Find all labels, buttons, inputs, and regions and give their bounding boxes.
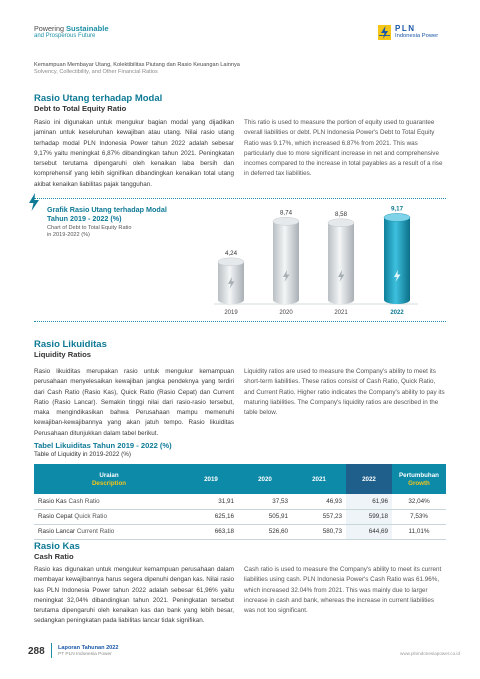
chart-value-label: 9,17 bbox=[390, 205, 404, 213]
chart-category-label: 2022 bbox=[390, 310, 404, 316]
chart-bar-cap bbox=[273, 217, 299, 225]
cell-2019: 663,18 bbox=[184, 524, 238, 539]
brand-tagline-line2: and Prosperous Future bbox=[34, 33, 96, 39]
chart-category-label: 2021 bbox=[334, 310, 348, 316]
section-subtitle-liquidity: Liquidity Ratios bbox=[34, 350, 91, 359]
paragraph-debt-en: This ratio is used to measure the portion of equity used to guarantee overall liabilities or debt. PLN Indonesia Power's Debt to Total Equity Ratio was 9.17%, which increased 6.87% from 2021. This was particularly due to more significant increase in net and comprehensive incomes compared to the increase in total payables as a result of a rise in deferred tax liabilities. bbox=[244, 119, 443, 178]
paragraph-liquidity-en: Liquidity ratios are used to measure the Company's ability to meet its short-term liabilities. These ratios consist of Cash Ratio, Quick Ratio, and Current Ratio. Higher ratio indicates the Company's ability to pay its maturing liabilities. The Company's liquidity ratios are described in the table below. bbox=[244, 368, 445, 417]
cell-growth: 7,53% bbox=[392, 509, 446, 524]
section-title-liquidity: Rasio Likuiditas bbox=[34, 339, 107, 350]
table-row bbox=[34, 524, 446, 539]
breadcrumb: Kemampuan Membayar Utang, Kolektibilitas Piutang dan Rasio Keuangan Lainnya bbox=[34, 62, 240, 68]
footer-report-title: Laporan Tahunan 2022 bbox=[58, 645, 119, 651]
cell-2022: 599,18 bbox=[346, 509, 392, 524]
cell-2021: 580,73 bbox=[292, 524, 346, 539]
paragraph-cash-en: Cash ratio is used to measure the Company's ability to meet its current liabilities using cash. PLN Indonesia Power's Cash Ratio was 61.96%, which increased 32.04% from 2021. This was mainly due to larger increase in cash and bank, whereas the increase in current liabilities was not too significant. bbox=[244, 566, 442, 615]
row-label: Rasio Cepat Quick Ratio bbox=[34, 509, 184, 524]
cell-2020: 505,91 bbox=[238, 509, 292, 524]
cell-growth: 11,01% bbox=[392, 524, 446, 539]
section-subtitle-debt: Debt to Total Equity Ratio bbox=[34, 104, 127, 113]
footer-divider bbox=[51, 643, 52, 658]
paragraph-cash-id: Rasio kas digunakan untuk mengukur kemampuan perusahaan dalam membayar kewajibannya harus segera dipenuhi dengan kas. Nilai rasio kas PLN Indonesia Power tahun 2022 adalah sebesar 61,96% yaitu meningkat 32,04% dibandingkan tahun 2021. Peningkatan tersebut terutama dipengaruhi oleh kenaikan kas dan bank yang lebih besar, sedangkan peningkatan pada liabilitas lancar tidak signifikan. bbox=[34, 566, 234, 625]
cell-2021: 557,23 bbox=[292, 509, 346, 524]
chart-value-label: 8,58 bbox=[334, 210, 348, 218]
chart-value-label: 8,74 bbox=[279, 209, 293, 217]
liquidity-table bbox=[34, 464, 446, 540]
chart-subtitle: Chart of Debt to Total Equity Ratio in 2019-2022 (%) bbox=[47, 225, 132, 238]
cell-2020: 37,53 bbox=[238, 494, 292, 509]
section-subtitle-cash: Cash Ratio bbox=[34, 552, 74, 561]
chart-bar-cap bbox=[384, 213, 410, 221]
section-title-debt: Rasio Utang terhadap Modal bbox=[34, 93, 163, 104]
cell-2020: 526,60 bbox=[238, 524, 292, 539]
chart-bar-cap bbox=[328, 219, 354, 227]
column-header-2022: 2022 bbox=[346, 464, 392, 494]
debt-equity-chart bbox=[34, 200, 446, 322]
cell-2021: 46,93 bbox=[292, 494, 346, 509]
column-header-2021: 2021 bbox=[292, 464, 346, 494]
column-header-2020: 2020 bbox=[238, 464, 292, 494]
column-header-2019: 2019 bbox=[184, 464, 238, 494]
cell-2022: 61,96 bbox=[346, 494, 392, 509]
footer-company: PT PLN Indonesia Power bbox=[58, 652, 112, 657]
chart-category-label: 2019 bbox=[224, 310, 238, 316]
breadcrumb-en: Solvency, Collectibility, and Other Financial Ratios bbox=[34, 69, 158, 75]
cell-2022: 644,69 bbox=[346, 524, 392, 539]
table-row bbox=[34, 509, 446, 524]
chart-bar-cap bbox=[218, 258, 244, 266]
table-title: Tabel Likuiditas Tahun 2019 - 2022 (%) bbox=[34, 441, 172, 450]
logo-name: PLN bbox=[395, 24, 416, 33]
cell-2019: 625,16 bbox=[184, 509, 238, 524]
brand-tagline: Powering Sustainable bbox=[34, 24, 109, 33]
paragraph-debt-id: Rasio ini digunakan untuk mengukur bagian modal yang dijadikan jaminan untuk keseluruhan kewajiban atau utang. Nilai rasio utang terhadap modal PLN Indonesia Power tahun 2022 adalah sebesar 9,17% yaitu meningkat 6,87% dibandingkan tahun 2021. Peningkatan tersebut terutama dipengaruhi oleh kenaikan laba bersih dan komprehensif yang lebih signifikan dibandingkan kenaikan total utang akibat kenaikan liabilitas pajak tangguhan. bbox=[34, 119, 234, 188]
column-header-description: Uraian Description bbox=[34, 464, 184, 494]
cell-2019: 31,91 bbox=[184, 494, 238, 509]
cell-growth: 32,04% bbox=[392, 494, 446, 509]
chart-title: Grafik Rasio Utang terhadap Modal Tahun 2019 - 2022 (%) bbox=[47, 205, 167, 223]
footer-url: www.plnindonesiapower.co.id bbox=[400, 651, 461, 656]
column-header-growth: Pertumbuhan Growth bbox=[392, 464, 446, 494]
page-number: 288 bbox=[28, 646, 45, 657]
pln-logo-icon bbox=[378, 25, 391, 40]
chart-bar bbox=[384, 217, 410, 304]
chart-bar bbox=[328, 223, 354, 304]
table-row bbox=[34, 494, 446, 509]
section-title-cash: Rasio Kas bbox=[34, 541, 80, 552]
logo-subtitle: Indonesia Power bbox=[395, 33, 439, 39]
row-label: Rasio Kas Cash Ratio bbox=[34, 494, 184, 509]
chart-category-label: 2020 bbox=[279, 310, 293, 316]
table-subtitle: Table of Liquidity in 2019-2022 (%) bbox=[34, 451, 131, 458]
chart-value-label: 4,24 bbox=[224, 249, 238, 257]
chart-bar bbox=[273, 221, 299, 304]
table-header-row bbox=[34, 464, 446, 494]
paragraph-liquidity-id: Rasio likuiditas merupakan rasio untuk mengukur kemampuan perusahaan menyelesaikan kewajiban jangka pendeknya yang terdiri dari Cash Ratio (Rasio Kas), Quick Ratio (Rasio Cepat) dan Current Ratio (Rasio Lancar). Semakin tinggi nilai dari rasio-rasio tersebut, maka mengindikasikan bahwa Perusahaan mampu memenuhi kewajiban-kewajibannya yang akan jatuh tempo. Rasio likuiditas Perusahaan ditunjukkan dalam tabel berikut. bbox=[34, 368, 234, 437]
row-label: Rasio Lancar Current Ratio bbox=[34, 524, 184, 539]
